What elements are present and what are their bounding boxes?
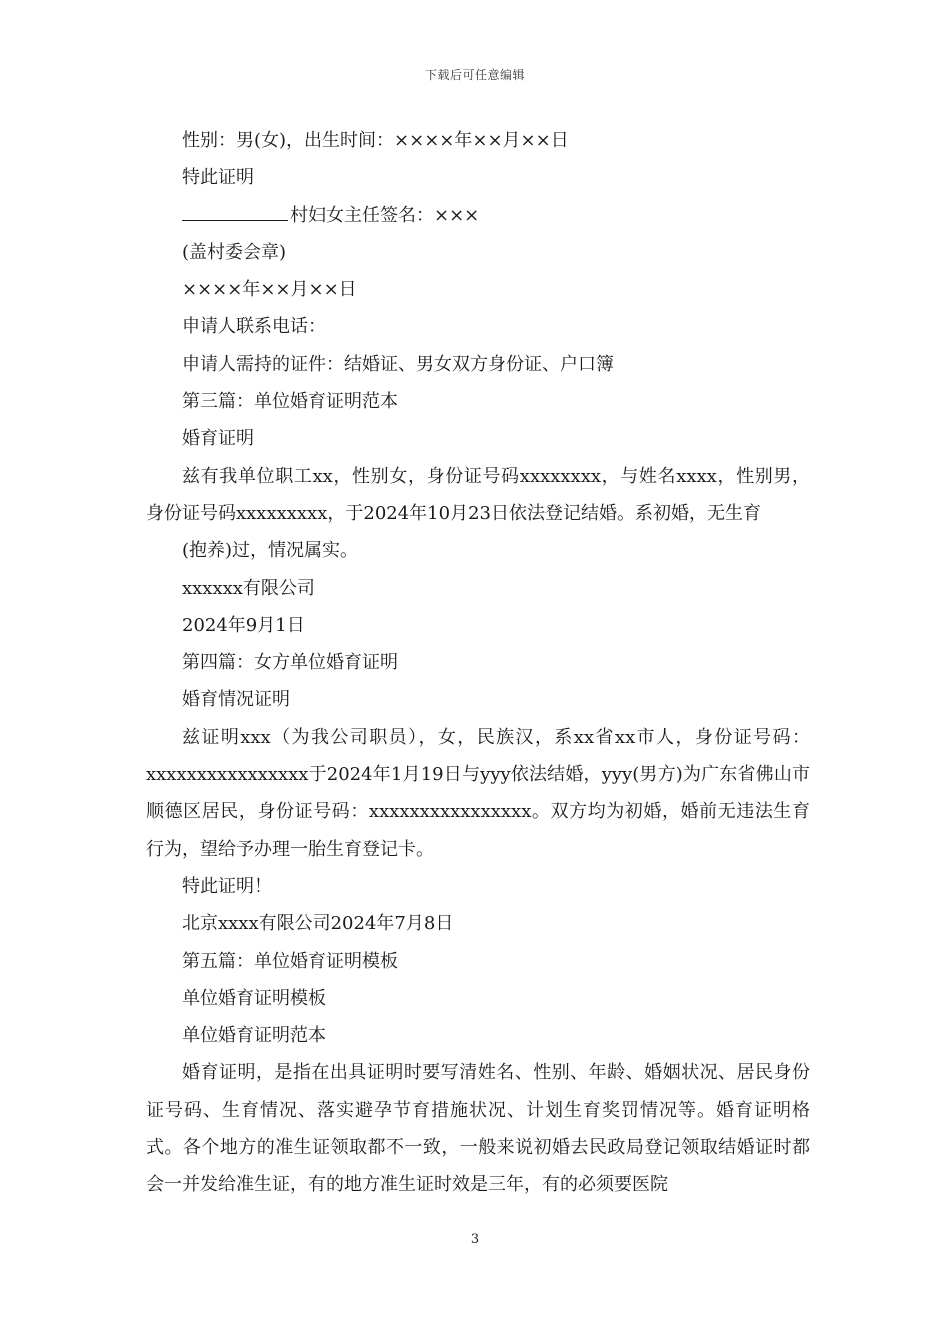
paragraph: 婚育证明 (182, 428, 254, 450)
paragraph: 单位婚育证明范本 (182, 1025, 326, 1047)
paragraph: 单位婚育证明模板 (182, 987, 326, 1009)
paragraph: 婚育证明，是指在出具证明时要写清姓名、性别、年龄、婚姻状况、居民身份证号码、生育情况、落实避孕节育措施状况、计划生育奖罚情况等。婚育证明格式。各个地方的准生证领取都不一致，一般来说初婚去民政局登记领取结婚证时都会一并发给准生证，有的地方准生证时效是三年，有的必须要医院 (146, 1062, 810, 1196)
paragraph: 申请人需持的证件：结婚证、男女双方身份证、户口簿 (182, 353, 614, 375)
signature-line (146, 197, 810, 234)
page-header: 下载后可任意编辑 (424, 68, 525, 82)
section-heading: 第四篇：女方单位婚育证明 (182, 652, 398, 674)
paragraph: (盖村委会章) (182, 241, 287, 263)
section-heading: 第三篇：单位婚育证明范本 (182, 391, 398, 413)
section-heading: 第五篇：单位婚育证明模板 (182, 950, 398, 972)
paragraph: 申请人联系电话： (182, 316, 326, 338)
paragraph: 北京xxxx有限公司2024年7月8日 (182, 913, 454, 935)
paragraph: 兹证明xxx（为我公司职员），女，民族汉，系xx省xx市人，身份证号码：xxxxxxxxxxxxxxxx于2024年1月19日与yyy依法结婚，yyy(男方)为广东省佛山市顺德区居民，身份证号码：xxxxxxxxxxxxxxxx。双方均为初婚，婚前无违法生育行为，望给予办理一胎生育登记卡。 (146, 726, 810, 860)
paragraph: ××××年××月××日 (182, 279, 357, 301)
paragraph: 特此证明！ (182, 875, 272, 897)
paragraph: 兹有我单位职工xx，性别女，身份证号码xxxxxxxx，与姓名xxxx，性别男，身份证号码xxxxxxxxx，于2024年10月23日依法登记结婚。系初婚，无生育 (146, 465, 810, 524)
blank-underline (182, 198, 288, 221)
paragraph: 婚育情况证明 (182, 689, 290, 711)
page-number: 3 (470, 1232, 480, 1247)
paragraph: 特此证明 (182, 167, 254, 189)
paragraph: xxxxxx有限公司 (182, 577, 315, 599)
paragraph: 2024年9月1日 (182, 614, 305, 636)
document-body (146, 122, 810, 1204)
paragraph: 性别：男(女)，出生时间：××××年××月××日 (182, 130, 569, 151)
signature-label: 村妇女主任签名：××× (290, 204, 480, 226)
paragraph: (抱养)过，情况属实。 (182, 540, 359, 562)
